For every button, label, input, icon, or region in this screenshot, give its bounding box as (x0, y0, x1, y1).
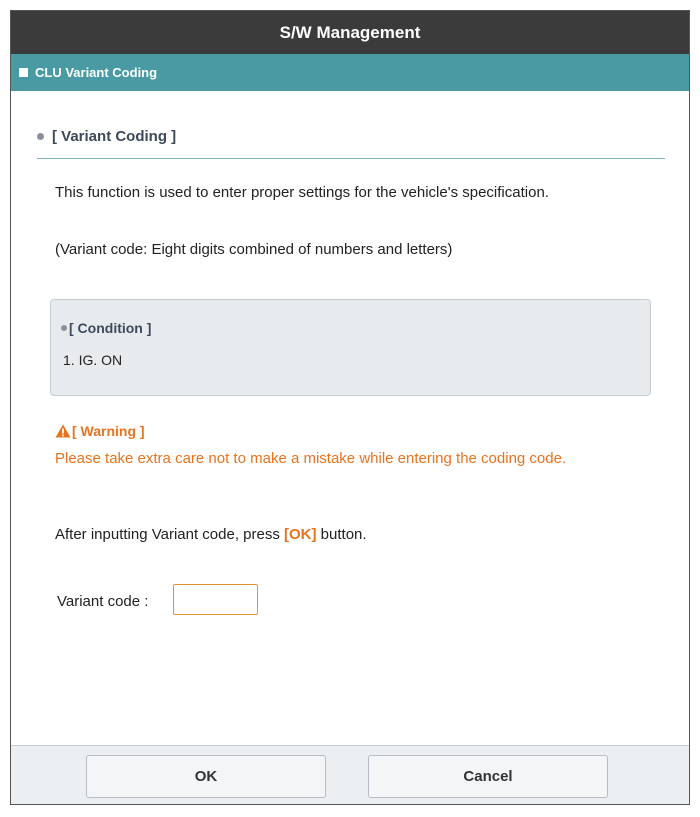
subheader-bar (11, 54, 689, 91)
condition-title: [ Condition ] (69, 320, 152, 336)
variant-code-label: Variant code : (57, 593, 149, 610)
warning-text: Please take extra care not to make a mistake while entering the coding code. (55, 450, 567, 467)
condition-heading (61, 320, 151, 336)
condition-box (50, 299, 651, 396)
instruction-text (55, 526, 367, 543)
window-titlebar (11, 11, 689, 54)
window-title: S/W Management (279, 22, 421, 42)
square-bullet-icon (19, 68, 28, 77)
bullet-dot-icon (37, 133, 44, 140)
instruction-prefix: After inputting Variant code, press (55, 526, 285, 543)
section-heading (37, 128, 665, 159)
warning-heading (55, 423, 145, 439)
ok-button[interactable]: OK (86, 755, 326, 798)
dialog-footer (11, 745, 689, 805)
bullet-dot-icon (61, 325, 67, 331)
warning-title: [ Warning ] (72, 423, 145, 439)
subheader-label: CLU Variant Coding (35, 65, 158, 80)
condition-item: 1. IG. ON (63, 352, 123, 368)
cancel-button[interactable]: Cancel (368, 755, 608, 798)
section-title: [ Variant Coding ] (52, 128, 177, 145)
instruction-ok-label: [OK] (284, 526, 317, 543)
variant-code-format: (Variant code: Eight digits combined of numbers and letters) (55, 241, 453, 258)
warning-triangle-icon (55, 424, 71, 438)
sw-management-dialog (10, 10, 690, 805)
variant-code-input[interactable] (173, 584, 258, 615)
instruction-suffix: button. (316, 526, 367, 543)
function-description: This function is used to enter proper settings for the vehicle's specification. (55, 184, 549, 201)
